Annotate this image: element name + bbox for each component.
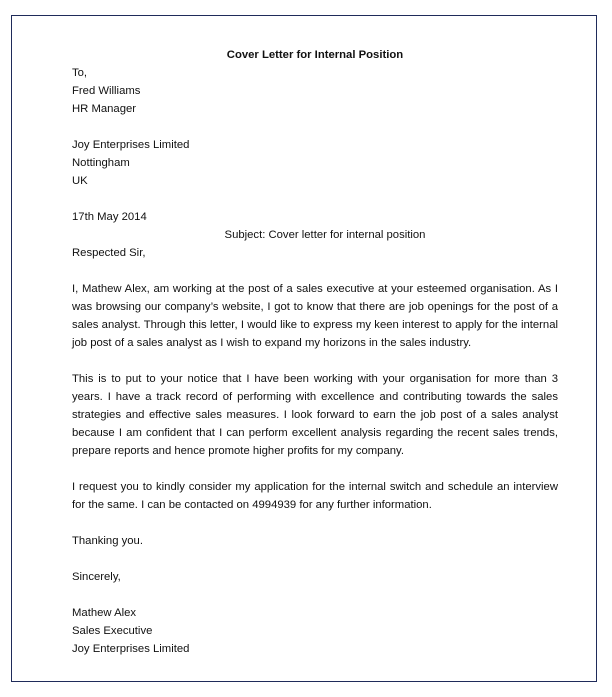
address-country: UK [72, 175, 88, 187]
closing-line: Sincerely, [72, 571, 121, 583]
body-paragraph-2: This is to put to your notice that I have been working with your organisation for more than 3 years. I have a track record of performing with excellence and contributing towards the sales strategies and effective sales measures. I look forward to earn the job post of a sales analyst because I am confident that I can perform excellent analysis regarding the recent sales trends, prepare reports and hence promote higher profits for my company. [72, 373, 558, 457]
spacer [72, 460, 558, 478]
recipient-role: HR Manager [72, 103, 137, 115]
address-company: Joy Enterprises Limited [72, 139, 190, 151]
spacer [72, 550, 558, 568]
spacer [72, 190, 558, 208]
letter-body [72, 46, 558, 658]
thanks-line: Thanking you. [72, 535, 143, 547]
letter-subject: Subject: Cover letter for internal position [224, 229, 426, 241]
letter-title: Cover Letter for Internal Position [226, 49, 404, 61]
document-page [11, 15, 597, 682]
body-paragraph-1: I, Mathew Alex, am working at the post of a sales executive at your esteemed organisation. As I was browsing our company’s website, I got to know that there are job openings for the post of a sales analyst. Through this letter, I would like to express my keen interest to apply for the internal job post of a sales analyst as I wish to expand my horizons in the sales industry. [72, 283, 558, 349]
signature-title: Sales Executive [72, 625, 153, 637]
spacer [72, 352, 558, 370]
recipient-name: Fred Williams [72, 85, 141, 97]
signature-company: Joy Enterprises Limited [72, 643, 190, 655]
spacer [72, 586, 558, 604]
salutation: Respected Sir, [72, 247, 146, 259]
signature-name: Mathew Alex [72, 607, 137, 619]
recipient-to: To, [72, 67, 88, 79]
address-city: Nottingham [72, 157, 130, 169]
body-paragraph-3: I request you to kindly consider my application for the internal switch and schedule an interview for the same. I can be contacted on 4994939 for any further information. [72, 481, 558, 511]
spacer [72, 514, 558, 532]
spacer [72, 118, 558, 136]
letter-date: 17th May 2014 [72, 211, 147, 223]
spacer [72, 262, 558, 280]
